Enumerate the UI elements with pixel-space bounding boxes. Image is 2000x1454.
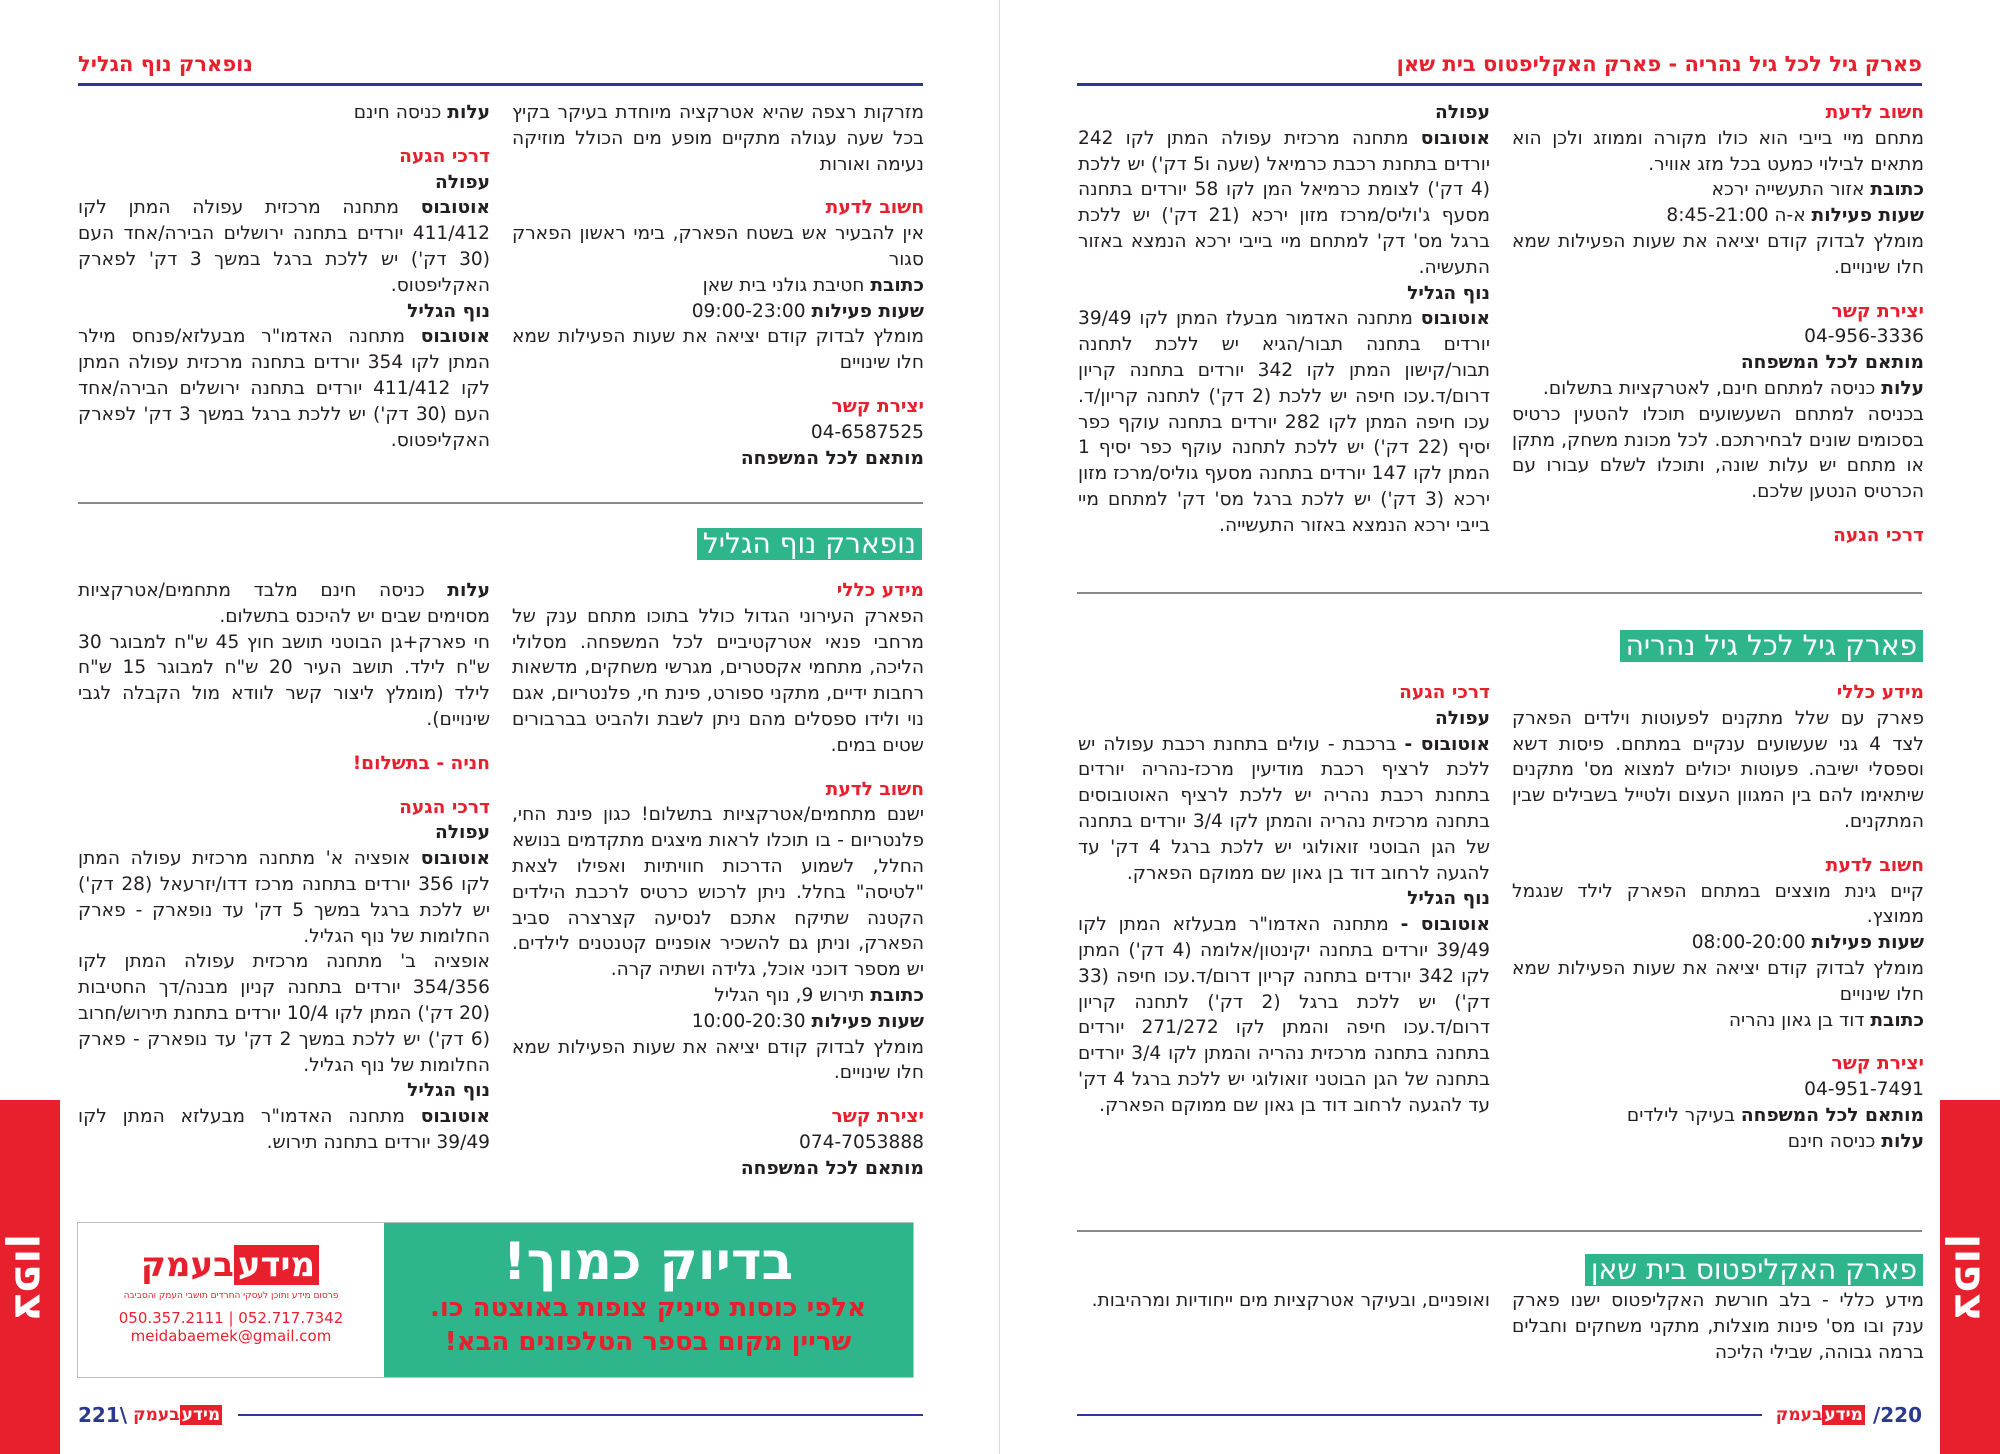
paragraph (512, 299, 924, 325)
right-footer (1077, 1400, 1922, 1430)
paragraph (1512, 350, 1924, 376)
advertisement (77, 1222, 914, 1378)
paragraph-text: מתחנה האדמו"ר מבעלזא המתן לקו 39/49 יורדים בתחנה תירוש. (78, 1106, 490, 1153)
subheading: יצירת קשר (1831, 300, 1924, 322)
bold-label: אוטובוס (420, 1106, 490, 1128)
paragraph (78, 630, 490, 733)
bold-label: עלות (447, 102, 490, 123)
footer-logo-word-1: מידע (181, 1405, 221, 1425)
paragraph (512, 604, 924, 759)
subheading: דרכי הגעה (399, 145, 490, 167)
paragraph (512, 446, 924, 472)
subheading: דרכי הגעה (399, 796, 490, 818)
bold-label: כתובת (870, 274, 924, 296)
bold-label: אוטובוס (420, 326, 490, 348)
subheading: חניה - בתשלום! (352, 752, 490, 774)
left-page-header: נופארק נוף הגליל (78, 52, 253, 76)
paragraph-text: ברכבת - עולים בתחנת רכבת עפולה יש ללכת לרציף רכבת מודיעין מרכז-נהריה יורדים בתחנת רכבת נהריה יש ללכת לרציף האוטובוסים בתחנה מרכזית נהריה והמתן לקו 3/4 יורדים בתחנה של הגן הבוטני זואולוגי יש ללכת ברגל 4 דק' עד להגעה לרחוב דוד בן גאון שם ממוקם הפארק. (1078, 733, 1490, 884)
subheading: דרכי הגעה (1399, 682, 1490, 703)
paragraph (512, 324, 924, 376)
paragraph (78, 195, 490, 298)
paragraph (512, 221, 924, 273)
paragraph-text: מתחנה האדמו"ר מבעלזא/פנחס מילר המתן לקו 354 יורדים בתחנה מרכזית עפולה המתן לקו 411/412 יורדים בתחנה ירושלים הבירה/אחד העם (30 דק') יש ללכת ברגל במשך 3 דק' לפארק האקליפטוס. (78, 326, 490, 451)
subheading: מידע כללי (1836, 682, 1924, 703)
bold-label: עפולה (434, 822, 490, 844)
paragraph (78, 578, 490, 630)
paragraph-text: כניסה חינם (353, 102, 448, 123)
paragraph-text: מתחנה מרכזית עפולה המתן לקו 411/412 יורדים בתחנה ירושלים הבירה/אחד העם (30 דק') יש ללכת ברגל במשך 3 דק' לפארק האקליפטוס. (78, 197, 490, 296)
col-left-mid (1078, 680, 1490, 1119)
paragraph (1078, 706, 1490, 732)
paragraph (1512, 324, 1924, 350)
bold-label: שעות פעילות (811, 1010, 924, 1032)
col-left-bot (1078, 1288, 1490, 1314)
subheading: דרכי הגעה (1833, 524, 1924, 546)
paragraph-text: כניסה חינם (1787, 1130, 1882, 1152)
paragraph-text: פארק עם שלל מתקנים לפעוטות וילדים הפארק לצד 4 גני שעשועים ענקיים במתחם. פיסות דשא וספסלי ישיבה. פעוטות יכולים למצוא מס' מתקנים שיתאימו להם בין המגוון העצום ולטייל בשבילים שבין המתקנים. (1512, 707, 1924, 832)
bold-label: אוטובוס (1420, 308, 1490, 330)
paragraph-text: חטיבת גולני בית שאן (702, 274, 871, 296)
paragraph (78, 846, 490, 949)
paragraph-text: מתחנה מרכזית עפולה המתן לקו 242 יורדים בתחנת רכבת כרמיאל (שעה ו5 דק') יש ללכת (4 דק') לצומת כרמיאל המן לקו 58 יורדים בתחנה מסעף ג'וליס/מרכז מזון ירכא (21 דק') יש ללכת ברגל מס' דק' למתחם מיי בייבי ירכא הנמצא באזור התעשיה. (1078, 127, 1490, 278)
paragraph (1512, 177, 1924, 203)
bold-label: אוטובוס (420, 197, 490, 219)
logo-word-2: בעמק (140, 1245, 234, 1285)
paragraph (78, 100, 490, 126)
paragraph-text: ואופניים, ובעיקר אטרקציות מים ייחודיות ומרהיבות. (1091, 1290, 1490, 1311)
paragraph (78, 299, 490, 325)
left-footer (78, 1400, 923, 1430)
paragraph-text: מתחנה האדמור מבעלז המתן לקו 39/49 יורדים בתחנה תבור/הגיא יש ללכת לתחנה תבור/קישון המתן לקו 342 יורדים בתחנה קריון דרום/ד.עכו חיפה יש ללכת (2 דק') לתחנה קריון/ד. עכו חיפה המתן לקו 282 יורדים בתחנה עוקף כפר יסיף (22 דק') יש ללכת לתחנה עוקף כפר יסיף 1 המתן לקו 147 יורדים בתחנה מסעף גוליס/מרכז מזון ירכא (3 דק') יש ללכת ברגל מס' דק' למתחם מיי בייבי ירכא הנמצא באזור התעשייה. (1078, 308, 1491, 536)
col-left-bottom (78, 578, 490, 1156)
subheading: יצירת קשר (831, 395, 924, 417)
paragraph-text: 074-7053888 (798, 1131, 924, 1153)
col-left-top (1078, 100, 1490, 539)
paragraph (1512, 1008, 1924, 1034)
paragraph-text: אופציה א' מתחנה מרכזית עפולה המתן לקו 356 יורדים בתחנה מרכז דדו/יזרעאל (28 דק') יש ללכת ברגל במשך 5 דק' עד נופארק - פארק החלומות של נוף הגליל. (78, 848, 490, 947)
col-left-top (78, 100, 490, 453)
paragraph (1512, 1288, 1924, 1365)
mida-baemek-logo (141, 1245, 321, 1285)
subheading: חשוב לדעת (1825, 102, 1924, 123)
paragraph (1512, 402, 1924, 505)
paragraph (1512, 1129, 1924, 1155)
ad-line-1: אלפי כוסות טיניק צופות באוצטה כו. (430, 1293, 866, 1323)
section-divider (1077, 592, 1922, 594)
footer-rule (1077, 1414, 1762, 1416)
paragraph (78, 1104, 490, 1156)
paragraph (1512, 879, 1924, 931)
bold-label: כתובת (1870, 179, 1924, 201)
paragraph-text: ישנם מתחמים/אטרקציות בתשלום! כגון פינת החי, פלנטריום - בו תוכלו לראות מיצגים מתקדמים בנושא החלל, לשמוע הדרכות חוויתיות ואפילו לצאת "לטיסה" בחלל. ניתן לרכוש כרטיס לרכבת הילדים הקטנה שתיקח אתכם לנסיעה קצרצרה סביב הפארק, וניתן גם להשכיר אופניים קטנטנים לילדים. יש מספר דוכני אוכל, גלידה ושתיה קרה. (512, 804, 924, 981)
paragraph-text: מומלץ לבדוק קודם יציאה את שעות הפעילות שמא חלו שינויים (1512, 957, 1924, 1005)
paragraph-text: תירוש 9, נוף הגליל (714, 984, 871, 1006)
paragraph-text: 09:00-23:00 (691, 300, 812, 322)
paragraph (1512, 1077, 1924, 1103)
ad-phones: 050.357.2111 | 052.717.7342 (118, 1309, 344, 1327)
paragraph-text: מידע כללי - בלב חורשת האקליפטוס ישנו פארק ענק ובו מס' פינות מוצלות, מתקני משחקים וחבלים ברמה גבוהה, שבילי הליכה (1512, 1290, 1924, 1363)
section-divider (78, 502, 923, 504)
paragraph-text: קיים גינת מוצצים במתחם הפארק לילד שנגמל ממוצץ. (1512, 880, 1924, 928)
footer-rule (238, 1414, 923, 1416)
footer-logo-word-2: בעמק (1775, 1405, 1823, 1425)
bold-label: שעות פעילות (1811, 205, 1924, 227)
bold-label: עפולה (1434, 102, 1490, 123)
subheading: חשוב לדעת (1825, 854, 1924, 876)
paragraph-text: 04-951-7491 (1804, 1079, 1924, 1101)
paragraph (1512, 376, 1924, 402)
bold-label: מותאם לכל המשפחה (1740, 352, 1924, 374)
footer-logo-word-1: מידע (1824, 1405, 1863, 1425)
paragraph-text: א-ה 8:45-21:00 (1666, 205, 1812, 227)
paragraph-text: מתחם מיי בייבי הוא כולו מקורה וממוזג ולכן הוא מתאים לבילוי כמעט בכל מזג אוויר. (1512, 127, 1924, 175)
ad-email: meidabaemek@gmail.com (130, 1327, 332, 1345)
ad-headline: בדיוק כמוך! (502, 1232, 794, 1292)
subheading: יצירת קשר (831, 1106, 924, 1128)
logo-word-1: מידע (234, 1245, 319, 1285)
paragraph (1512, 203, 1924, 229)
header-rule (78, 83, 923, 86)
paragraph-text: בכניסה למתחם השעשועים תוכלו להטעין כרטיס בסכומים שונים לבחירתכם. לכל מכונת משחק, מתקן או מתחם יש עלות שונה, ותוכלו לשלם עבורו עם הכרטיס הנטען שלכם. (1512, 403, 1924, 503)
paragraph (512, 273, 924, 299)
subheading: חשוב לדעת (825, 778, 924, 800)
paragraph (512, 1156, 924, 1182)
bold-label: כתובת (1870, 1009, 1924, 1031)
paragraph (78, 949, 490, 1078)
paragraph-text: מזרקות רצפה שהיא אטרקציה מיוחדת בעיקר בקיץ בכל שעה עגולה מתקיים מופע מים הכולל מוזיקה נעימה ואורות (512, 102, 924, 175)
bold-label: נוף הגליל (1407, 282, 1490, 304)
region-side-tab (1940, 1100, 2000, 1454)
paragraph-text: הפארק העירוני הגדול כולל בתוכו מתחם ענק של מרחבי פנאי אטרקטיביים לכל המשפחה. מסלולי הליכה, מתחמי אקסטרים, מגרשי משחקים, מדשאות רחבות ידיים, מתקני ספורט, פינת חי, פלנטריום, אגם נוי ולידו ספסלים מהם ניתן לשבת ולהביט בברבורים שטים במים. (512, 605, 924, 756)
paragraph (512, 1035, 924, 1087)
bold-label: נוף הגליל (407, 1080, 490, 1102)
paragraph (1078, 732, 1490, 887)
paragraph (78, 324, 490, 453)
paragraph (1078, 281, 1490, 307)
paragraph (512, 983, 924, 1009)
paragraph-text: אין להבעיר אש בשטח הפארק, בימי ראשון הפארק סגור (512, 223, 924, 270)
paragraph (1078, 306, 1490, 538)
ad-logo-panel (78, 1223, 384, 1377)
bold-label: עלות (1881, 377, 1924, 399)
paragraph-text: מומלץ לבדוק קודם יציאה את שעות הפעילות שמא חלו שינויים (512, 326, 924, 374)
paragraph (512, 1130, 924, 1156)
footer-logo-word-2: בעמק (133, 1405, 180, 1425)
col-right-top (1512, 100, 1924, 549)
col-right-bot (1512, 1288, 1924, 1365)
bold-label: אוטובוס - (1400, 914, 1491, 936)
paragraph (78, 820, 490, 846)
paragraph (1512, 930, 1924, 956)
paragraph-text: 08:00-20:00 (1691, 932, 1812, 954)
paragraph (1512, 956, 1924, 1008)
subheading: יצירת קשר (1831, 1053, 1924, 1075)
footer-logo (133, 1405, 224, 1425)
paragraph (1078, 100, 1490, 126)
bold-label: שעות פעילות (1811, 932, 1924, 954)
section-title-eucalyptus: פארק האקליפטוס בית שאן (1585, 1254, 1923, 1286)
bold-label: אוטובוס (420, 848, 490, 870)
paragraph-text: חי פארק+גן הבוטני תושב חוץ 45 ש"ח למבוגר 30 ש"ח לילד. תושב העיר 20 ש"ח למבוגר 15 ש"ח לילד (מומלץ ליצור קשר לוודא מול הקבלה לגבי שינויים). (78, 631, 490, 730)
bold-label: שעות פעילות (811, 300, 924, 322)
paragraph (512, 100, 924, 177)
subheading: מידע כללי (836, 580, 924, 601)
subheading: חשוב לדעת (825, 197, 924, 219)
paragraph (1512, 229, 1924, 281)
section-divider-2 (1077, 1230, 1922, 1232)
paragraph-text: כניסה למתחם חינם, לאטרקציות בתשלום. (1542, 377, 1882, 399)
right-page-header: פארק גיל לכל גיל נהריה - פארק האקליפטוס בית שאן (1396, 52, 1922, 76)
bold-label: נוף הגליל (407, 300, 490, 322)
paragraph (512, 420, 924, 446)
paragraph (512, 1009, 924, 1035)
col-right-top (512, 100, 924, 471)
bold-label: מותאם לכל המשפחה (740, 447, 924, 469)
ad-line-2: שריין מקום בספר הטלפונים הבא! (444, 1327, 852, 1357)
bold-label: מותאם לכל המשפחה (740, 1157, 924, 1179)
bold-label: אוטובוס - (1404, 733, 1490, 755)
paragraph (1078, 886, 1490, 912)
paragraph-text: 04-956-3336 (1804, 326, 1924, 348)
paragraph-text: כניסה חינם מלבד מתחמים/אטרקציות מסוימים שבים יש להיכנס בתשלום. (78, 580, 490, 627)
section-title-nofpark: נופארק נוף הגליל (697, 528, 922, 560)
paragraph (78, 170, 490, 196)
paragraph-text: מומלץ לבדוק קודם יציאה את שעות הפעילות שמא חלו שינויים. (1512, 230, 1924, 278)
paragraph-text: אזור התעשייה ירכא (1711, 179, 1871, 201)
right-page (1000, 0, 2000, 1454)
paragraph (512, 802, 924, 983)
paragraph-text: אופציה ב' מתחנה מרכזית עפולה המתן לקו 354/356 יורדים בתחנה קניון מבנה/דך החטיבות (20 דק') המתן לקו 10/4 יורדים בתחנת תירוש/חרוב (6 דק') יש ללכת במשך 2 דק' עד נופארק - פארק החלומות של נוף הגליל. (78, 951, 490, 1076)
ad-tagline: פרסום מידע ותוכן לעסקי החרדים תושבי העמק והסביבה (123, 1291, 339, 1301)
header-rule (1077, 83, 1922, 86)
section-title-gil-park: פארק גיל לכל גיל נהריה (1620, 630, 1923, 662)
paragraph-text: 10:00-20:30 (691, 1010, 812, 1032)
page-number: /220 (1872, 1403, 1922, 1427)
region-side-tab (0, 1100, 60, 1454)
paragraph (1078, 126, 1490, 281)
paragraph-text: 04-6587525 (810, 421, 924, 443)
paragraph-text: דוד בן גאון נהריה (1728, 1009, 1871, 1031)
col-right-bottom (512, 578, 924, 1182)
page-number: 221\ (78, 1403, 128, 1427)
footer-logo (1776, 1405, 1867, 1425)
bold-label: אוטובוס (1420, 127, 1490, 149)
bold-label: נוף הגליל (1407, 888, 1490, 910)
paragraph (78, 1078, 490, 1104)
paragraph (1512, 1103, 1924, 1129)
side-tab-label: צפון (1944, 1233, 1996, 1321)
bold-label: עפולה (434, 171, 490, 193)
paragraph-text: בעיקר לילדים (1626, 1104, 1741, 1126)
paragraph (1512, 126, 1924, 178)
col-right-mid (1512, 680, 1924, 1155)
paragraph-text: מתחנה האדמו"ר מבעלזא המתן לקו 39/49 יורדים בתחנה יקינטון/אלומה (4 דק') המתן לקו 342 יורדים בתחנה קריון דרום/ד.עכו חיפה (33 דק') יש ללכת ברגל (2 דק') לתחנה קריון דרום/ד.עכו חיפה והמתן לקו 271/272 יורדים בתחנה בתחנה מרכזית נהריה והמתן לקו 3/4 יורדים בתחנה של הגן הבוטני זואולוגי יש ללכת ברגל 4 דק' עד להגעה לרחוב דוד בן גאון שם ממוקם הפארק. (1078, 914, 1491, 1116)
bold-label: מותאם לכל המשפחה (1740, 1104, 1924, 1126)
paragraph (1512, 706, 1924, 835)
bold-label: עלות (1881, 1130, 1924, 1152)
paragraph (1078, 912, 1490, 1118)
bold-label: עפולה (1434, 707, 1490, 729)
bold-label: עלות (447, 580, 490, 601)
ad-green-panel (383, 1223, 913, 1377)
side-tab-label: צפון (4, 1233, 56, 1321)
paragraph-text: מומלץ לבדוק קודם יציאה את שעות הפעילות שמא חלו שינויים. (512, 1036, 924, 1084)
bold-label: כתובת (870, 984, 924, 1006)
paragraph (1078, 1288, 1490, 1314)
